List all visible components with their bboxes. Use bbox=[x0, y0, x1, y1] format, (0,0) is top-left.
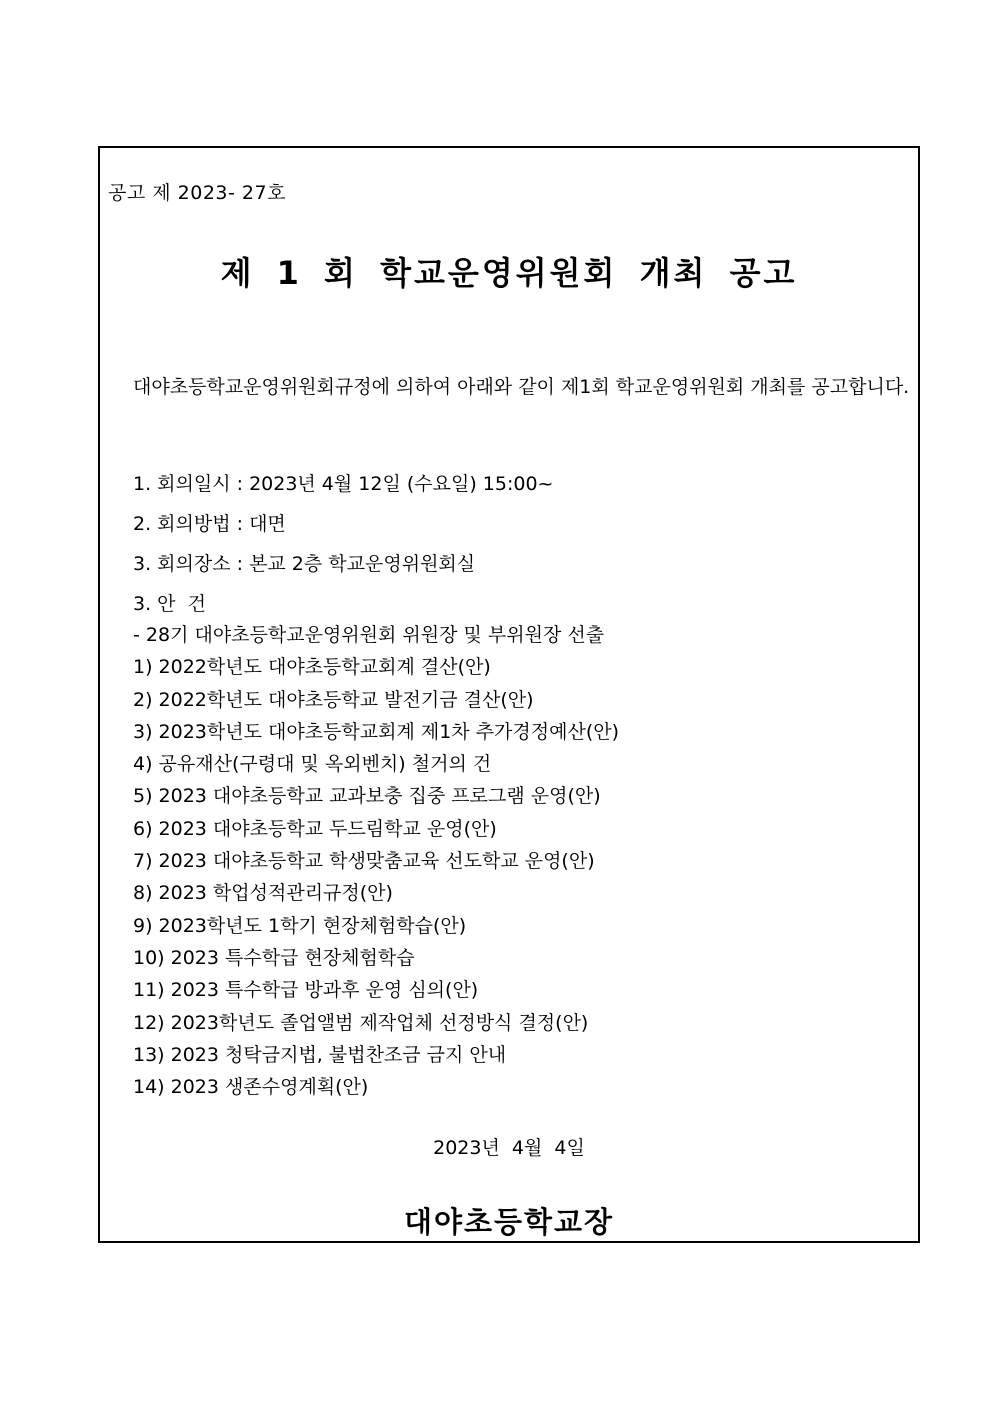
signer-name: 대야초등학교장 bbox=[403, 1205, 615, 1239]
agenda-heading: 3. 안 건 bbox=[133, 593, 206, 615]
agenda-item: 9) 2023학년도 1학기 현장체험학습(안) bbox=[133, 914, 467, 937]
agenda-item: 5) 2023 대야초등학교 교과보충 집중 프로그램 운영(안) bbox=[133, 785, 601, 808]
agenda-item: 3) 2023학년도 대야초등학교회계 제1차 추가경정예산(안) bbox=[133, 720, 620, 743]
agenda-item: 2) 2022학년도 대야초등학교 발전기금 결산(안) bbox=[133, 688, 534, 711]
agenda-item: 8) 2023 학업성적관리규정(안) bbox=[133, 882, 393, 905]
meeting-datetime: 1. 회의일시 : 2023년 4월 12일 (수요일) 15:00~ bbox=[133, 473, 554, 495]
meeting-location: 3. 회의장소 : 본교 2층 학교운영위원회실 bbox=[133, 553, 476, 575]
agenda-item: 1) 2022학년도 대야초등학교회계 결산(안) bbox=[133, 656, 491, 679]
intro-paragraph: 대야초등학교운영위원회규정에 의하여 아래와 같이 제1회 학교운영위원회 개최를 공고합니다. bbox=[133, 376, 910, 398]
agenda-item: - 28기 대야초등학교운영위원회 위원장 및 부위원장 선출 bbox=[133, 624, 605, 646]
notice-number: 공고 제 2023- 27호 bbox=[108, 182, 286, 204]
notice-date: 2023년 4월 4일 bbox=[433, 1137, 585, 1159]
agenda-item: 14) 2023 생존수영계획(안) bbox=[133, 1076, 369, 1099]
agenda-item: 10) 2023 특수학급 현장체험학습 bbox=[133, 946, 415, 969]
agenda-item: 13) 2023 청탁금지법, 불법찬조금 금지 안내 bbox=[133, 1043, 507, 1066]
agenda-item: 4) 공유재산(구령대 및 옥외벤치) 철거의 건 bbox=[133, 753, 492, 776]
agenda-list bbox=[133, 619, 619, 1103]
notice-title: 제 1 회 학교운영위원회 개최 공고 bbox=[220, 254, 798, 292]
meeting-method: 2. 회의방법 : 대면 bbox=[133, 513, 286, 535]
agenda-item: 12) 2023학년도 졸업앨범 제작업체 선정방식 결정(안) bbox=[133, 1011, 589, 1034]
agenda-item: 7) 2023 대야초등학교 학생맞춤교육 선도학교 운영(안) bbox=[133, 850, 595, 873]
agenda-item: 6) 2023 대야초등학교 두드림학교 운영(안) bbox=[133, 817, 497, 840]
agenda-item: 11) 2023 특수학급 방과후 운영 심의(안) bbox=[133, 979, 479, 1002]
